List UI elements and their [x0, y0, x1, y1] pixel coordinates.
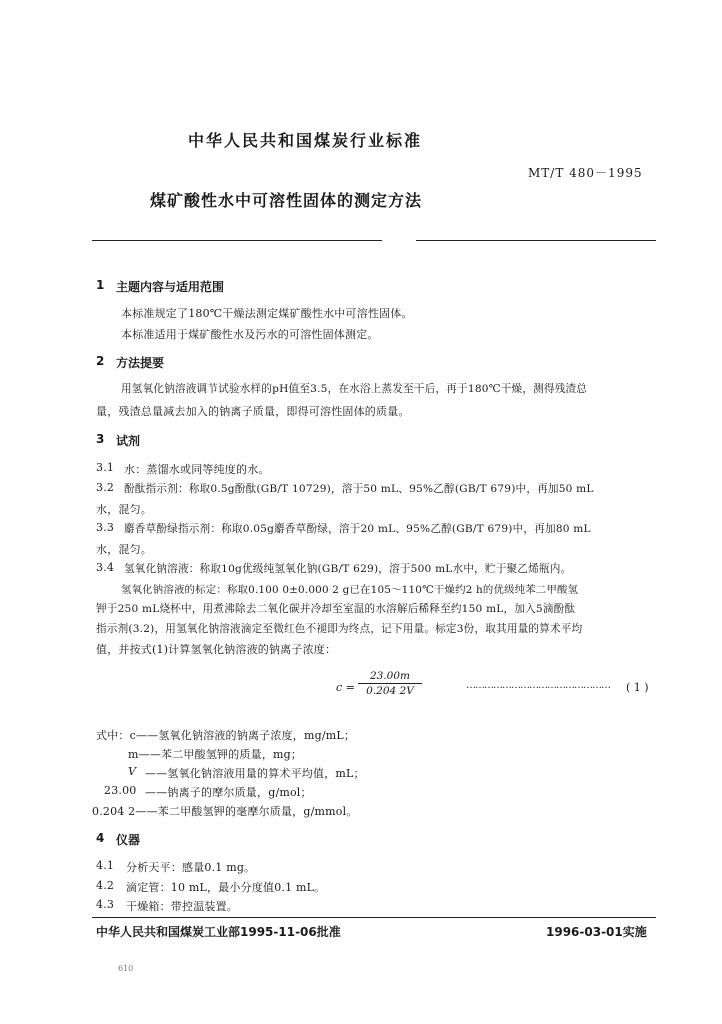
item-text: 钾于250 mL烧杯中，用煮沸除去二氧化碳并冷却至室温的水溶解后稀释至约150 mL，加入5滴酚酞: [96, 603, 576, 615]
formula-fraction: [358, 670, 422, 697]
item-text: 滴定管：10 mL，最小分度值0.1 mL。: [126, 881, 326, 894]
item-number: 3.3: [96, 521, 115, 534]
item-text: 麝香草酚绿指示剂：称取0.05g麝香草酚绿，溶于20 mL、95%乙醇(GB/T 679)中，再加80 mL: [124, 523, 591, 535]
item-number: 3.1: [96, 461, 115, 474]
item-text: 分析天平：感量0.1 mg。: [126, 861, 256, 874]
item-number: 3.4: [96, 561, 115, 574]
section-1-paragraph: 本标准规定了180℃干燥法测定煤矿酸性水中可溶性固体。: [121, 307, 413, 320]
section-2-line: 用氢氧化钠溶液调节试验水样的pH值至3.5，在水浴上蒸发至干后，再于180℃干燥，测得残渣总: [121, 383, 588, 395]
document-title: 煤矿酸性水中可溶性固体的测定方法: [150, 191, 423, 210]
item-number: 4.3: [96, 898, 115, 911]
item-text: 指示剂(3.2)，用氢氧化钠溶液滴定至微红色不褪即为终点，记下用量。标定3份，取其用量的算术平均: [96, 623, 583, 635]
where-item: ——钠离子的摩尔质量，g/mol；: [145, 786, 312, 799]
standard-org-title: 中华人民共和国煤炭行业标准: [188, 131, 423, 150]
item-text: 水：蒸馏水或同等纯度的水。: [124, 463, 270, 476]
section-2-number: 2: [96, 354, 105, 368]
header-rule-right: [416, 240, 656, 241]
item-text: 氢氧化钠溶液：称取10g优级纯氢氧化钠(GB/T 629)，溶于500 mL水中，贮于聚乙烯瓶内。: [124, 563, 572, 575]
item-number: 4.1: [96, 859, 115, 872]
formula-denominator: 0.204 2V: [366, 685, 414, 697]
where-item: m——苯二甲酸氢钾的质量，mg；: [128, 748, 303, 761]
section-3-number: 3: [96, 432, 105, 446]
item-text: 水，混匀。: [96, 503, 152, 516]
section-4-number: 4: [96, 831, 105, 845]
section-1-number: 1: [96, 278, 105, 292]
where-item: ——氢氧化钠溶液用量的算术平均值，mL；: [145, 767, 365, 780]
header-rule-left: [92, 240, 382, 241]
item-text: 干燥箱：带控温装置。: [126, 900, 238, 913]
section-2-title: 方法提要: [116, 356, 165, 370]
item-text: 氢氧化钠溶液的标定：称取0.100 0±0.000 2 g已在105～110℃干燥约2 h的优级纯苯二甲酸氢: [121, 584, 579, 596]
where-item: 0.204 2——苯二甲酸氢钾的毫摩尔质量，g/mmol。: [92, 805, 358, 818]
section-4-title: 仪器: [116, 833, 141, 847]
equation-number: ( 1 ): [626, 681, 649, 694]
item-text: 水，混匀。: [96, 543, 152, 556]
standard-code: MT/T 480－1995: [528, 166, 643, 180]
fraction-bar: [358, 683, 422, 684]
section-1-paragraph: 本标准适用于煤矿酸性水及污水的可溶性固体测定。: [121, 328, 379, 341]
section-3-title: 试剂: [116, 434, 141, 448]
section-2-line: 量，残渣总量减去加入的钠离子质量，即得可溶性固体的质量。: [96, 405, 410, 418]
page-number: 610: [118, 964, 134, 973]
section-1-title: 主题内容与适用范围: [116, 280, 225, 294]
item-text: 值，并按式(1)计算氢氧化钠溶液的钠离子浓度：: [96, 643, 337, 656]
item-text: 酚酞指示剂：称取0.5g酚酞(GB/T 10729)，溶于50 mL、95%乙醇(GB/T 679)中，再加50 mL: [124, 483, 594, 495]
where-symbol: V: [128, 765, 137, 778]
item-number: 3.2: [96, 481, 115, 494]
formula-numerator: 23.00m: [369, 670, 411, 682]
where-symbol: 23.00: [104, 784, 137, 797]
formula-lhs: c =: [336, 681, 355, 694]
where-item: 式中：c——氢氧化钠溶液的钠离子浓度，mg/mL；: [96, 729, 356, 742]
effective-date: 1996-03-01实施: [546, 925, 647, 939]
approval-note: 中华人民共和国煤炭工业部1995-11-06批准: [96, 925, 341, 939]
formula-leader-dots: …………………………………………: [466, 680, 610, 691]
footer-rule: [92, 917, 656, 918]
item-number: 4.2: [96, 879, 115, 892]
